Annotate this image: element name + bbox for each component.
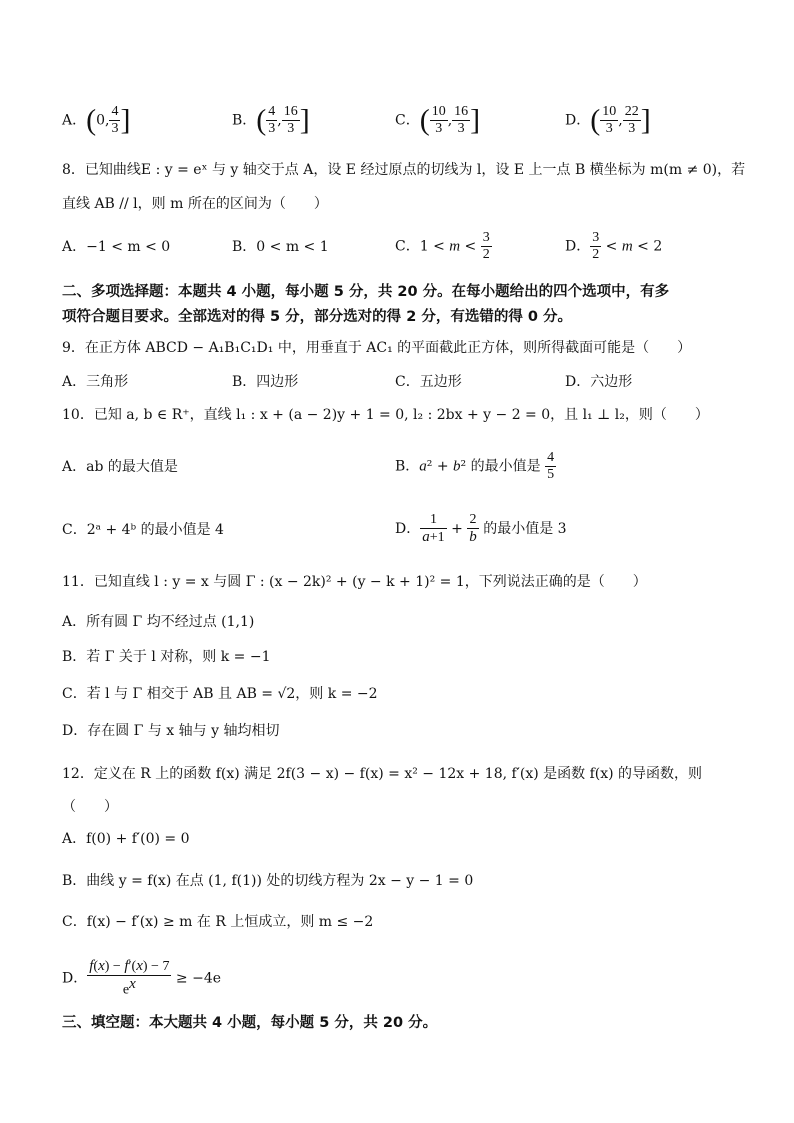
q8-option-d: D． $\frac{3}{2}$ < m < 2	[565, 230, 663, 262]
q8-stem-line2: 直线 AB // l，则 m 所在的区间为（ ）	[62, 196, 328, 212]
q12-option-c: C．f(x) − f′(x) ≥ m 在 R 上恒成立，则 m ≤ −2	[62, 914, 374, 930]
q7-option-d: D．( $\frac{10}{3}$ , $\frac{22}{3}$ ]	[565, 103, 651, 137]
q10-option-b: B．a² + b² 的最小值是 $\frac{4}{5}$	[395, 450, 555, 482]
q7-option-b: B．( $\frac{4}{3}$ , $\frac{16}{3}$ ]	[232, 103, 310, 137]
q8-option-a: A．−1 < m < 0	[62, 239, 171, 255]
q8-stem-line1: 8．已知曲线E : y = eˣ 与 y 轴交于点 A，设 E 经过原点的切线为 l，设 E 上一点 B 横坐标为 m(m ≠ 0)，若	[62, 162, 746, 178]
q12-paren: （ ）	[62, 799, 118, 815]
q9-option-c: C．五边形	[395, 374, 462, 390]
q9-option-d: D．六边形	[565, 374, 633, 390]
q9-stem: 9．在正方体 ABCD − A₁B₁C₁D₁ 中，用垂直于 AC₁ 的平面截此正方体，则所得截面可能是（ ）	[62, 340, 692, 356]
section2-heading-line2: 项符合题目要求。全部选对的得 5 分，部分选对的得 2 分，有选错的得 0 分。	[62, 309, 573, 325]
q10-option-c: C．2ᵃ + 4ᵇ 的最小值是 4	[62, 522, 224, 538]
q9-option-a: A．三角形	[62, 374, 129, 390]
q12-option-b: B．曲线 y = f(x) 在点 (1, f(1)) 处的切线方程为 2x − y − 1 = 0	[62, 873, 474, 889]
q9-option-b: B．四边形	[232, 374, 299, 390]
q10-option-a: A．ab 的最大值是	[62, 459, 178, 475]
q7-option-a: A．(0, $\frac{4}{3}$ ]	[62, 103, 131, 137]
q11-option-a: A．所有圆 Γ 均不经过点 (1,1)	[62, 614, 255, 630]
q8-option-b: B．0 < m < 1	[232, 239, 329, 255]
q11-stem: 11．已知直线 l : y = x 与圆 Γ : (x − 2k)² + (y − k + 1)² = 1，下列说法正确的是（ ）	[62, 574, 647, 590]
q7-option-c: C．( $\frac{10}{3}$ , $\frac{16}{3}$ ]	[395, 103, 481, 137]
q12-option-a: A．f(0) + f′(0) = 0	[62, 831, 190, 847]
q8-option-c: C．1 < m < $\frac{3}{2}$	[395, 230, 490, 262]
section3-heading: 三、填空题：本大题共 4 小题，每小题 5 分，共 20 分。	[62, 1015, 438, 1031]
q11-option-c: C．若 l 与 Γ 相交于 AB 且 AB = √2，则 k = −2	[62, 686, 378, 702]
q10-option-d: D． $\frac{1}{a+1}$ + $\frac{2}{b}$ 的最小值是 3	[395, 512, 567, 545]
q11-option-b: B．若 Γ 关于 l 对称，则 k = −1	[62, 649, 271, 665]
q10-stem: 10．已知 a, b ∈ R⁺，直线 l₁ : x + (a − 2)y + 1 = 0, l₂ : 2bx + y − 2 = 0，且 l₁ ⊥ l₂，则（ ）	[62, 407, 709, 423]
q11-option-d: D．存在圆 Γ 与 x 轴与 y 轴均相切	[62, 723, 280, 739]
q12-option-d: D． $\frac{f(x) - f'(x) - 7}{e^x}$ ≥ −4e	[62, 958, 222, 998]
q12-stem: 12．定义在 R 上的函数 f(x) 满足 2f(3 − x) − f(x) = x² − 12x + 18, f′(x) 是函数 f(x) 的导函数，则	[62, 766, 703, 782]
section2-heading-line1: 二、多项选择题：本题共 4 小题，每小题 5 分，共 20 分。在每小题给出的四个选项中，有多	[62, 284, 670, 300]
